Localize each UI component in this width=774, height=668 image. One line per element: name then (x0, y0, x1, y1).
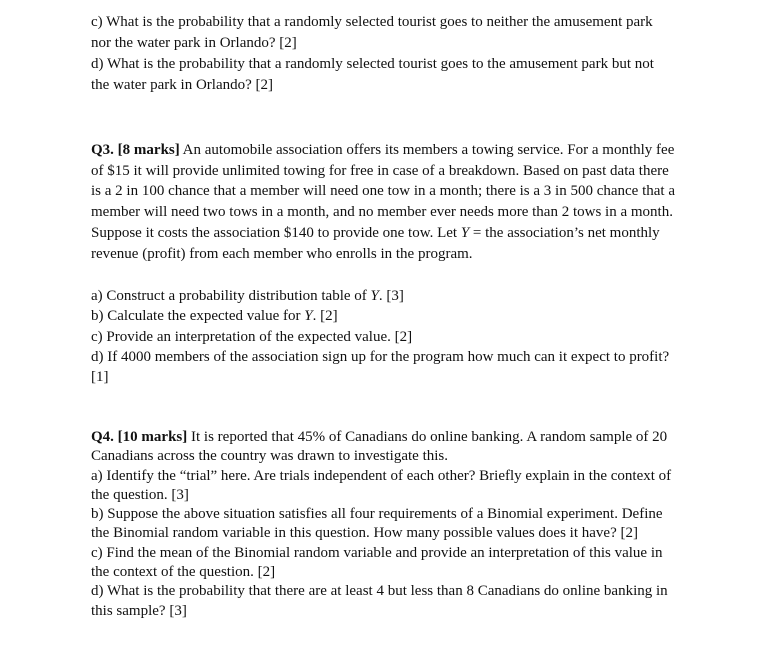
q4-part-c-line-1: c) Find the mean of the Binomial random variable and provide an interpretation of this value in (91, 544, 663, 561)
question-3-parts (91, 286, 711, 387)
q4-line-1: Q4. [10 marks] It is reported that 45% of Canadians do online banking. A random sample of 20 (91, 429, 668, 445)
q3-label: Q3. [8 marks] (91, 142, 180, 158)
q4-line-2: Canadians across the country was drawn to investigate this. (91, 448, 448, 465)
part-d-line-2: the water park in Orlando? [2] (91, 77, 274, 93)
q4-part-b-line-2: the Binomial random variable in this question. How many possible values does it have? [2] (91, 525, 638, 542)
part-d-line-1: d) What is the probability that a randomly selected tourist goes to the amusement park but not (91, 56, 654, 72)
question-3 (91, 140, 711, 264)
q4-part-b-line-1: b) Suppose the above situation satisfies all four requirements of a Binomial experiment. Define (91, 506, 663, 523)
q3-line-1: Q3. [8 marks] An automobile association offers its members a towing service. For a monthly fee (91, 142, 675, 158)
q3-line-3: is a 2 in 100 chance that a member will need one tow in a month; there is a 3 in 500 chance that a (91, 183, 675, 200)
part-c-line-1: c) What is the probability that a randomly selected tourist goes to neither the amusement park (91, 14, 653, 30)
q3-part-a: a) Construct a probability distribution table of Y. [3] (91, 288, 404, 304)
q3-line-2: of $15 it will provide unlimited towing for free in case of a breakdown. Based on past data there (91, 162, 669, 179)
q3-part-d-line-2: [1] (91, 369, 109, 386)
q3-line-6: revenue (profit) from each member who enrolls in the program. (91, 245, 473, 262)
previous-question-parts (91, 12, 711, 96)
q3-line-4: member will need two tows in a month, and no member ever needs more than 2 tows in a month. (91, 204, 673, 221)
q4-part-d-line-1: d) What is the probability that there are at least 4 but less than 8 Canadians do online banking in (91, 583, 668, 600)
question-4 (91, 428, 711, 621)
q4-label: Q4. [10 marks] (91, 429, 188, 445)
q4-part-c-line-2: the context of the question. [2] (91, 564, 276, 581)
q4-part-d-line-2: this sample? [3] (91, 602, 187, 619)
q3-part-b: b) Calculate the expected value for Y. [2] (91, 308, 338, 325)
q3-part-c: c) Provide an interpretation of the expected value. [2] (91, 328, 413, 345)
q3-line-5: Suppose it costs the association $140 to provide one tow. Let Y = the association’s net monthly (91, 224, 660, 241)
q3-part-d-line-1: d) If 4000 members of the association sign up for the program how much can it expect to profit? (91, 348, 670, 365)
q4-part-a-line-1: a) Identify the “trial” here. Are trials independent of each other? Briefly explain in the context of (91, 467, 672, 484)
q4-part-a-line-2: the question. [3] (91, 486, 189, 503)
part-c-line-2: nor the water park in Orlando? [2] (91, 35, 297, 51)
